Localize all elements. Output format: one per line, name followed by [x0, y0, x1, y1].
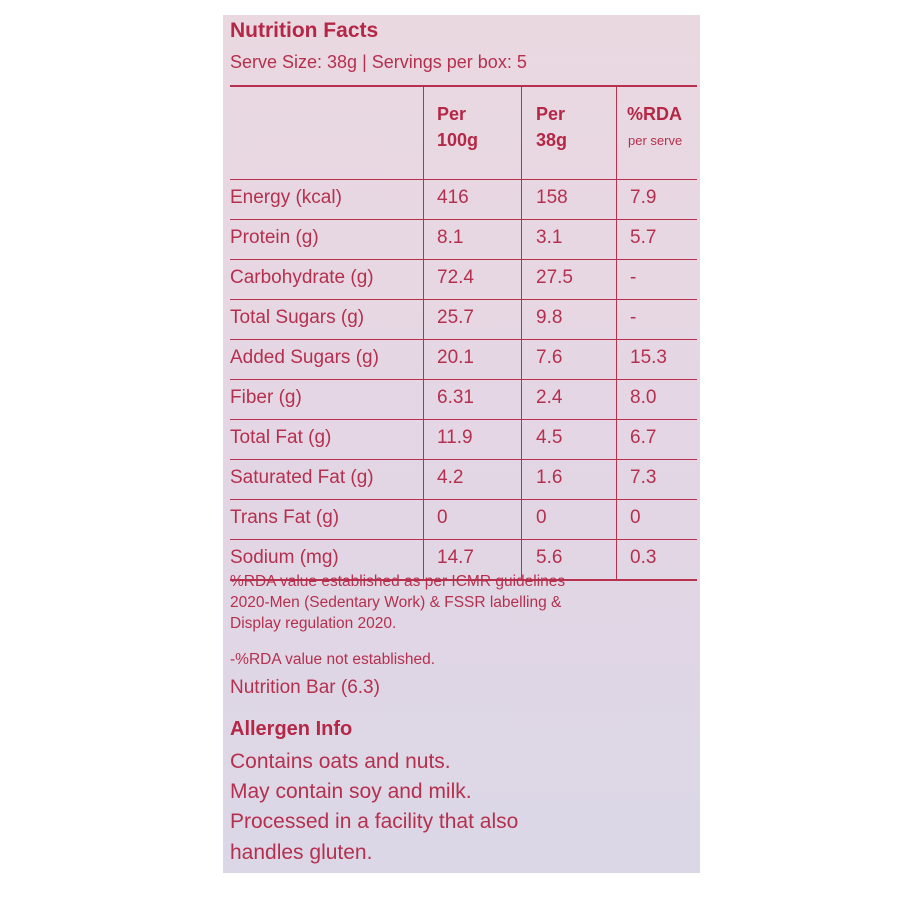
header-per-100g-line1: Per [437, 104, 467, 124]
per-100g-value: 0 [437, 507, 448, 528]
nutrition-facts-title: Nutrition Facts [230, 19, 379, 42]
nutrient-name: Carbohydrate (g) [230, 267, 374, 288]
per-100g-value: 25.7 [437, 307, 474, 328]
rda-value: - [630, 307, 637, 328]
nutrient-name: Protein (g) [230, 227, 319, 248]
row-rule [230, 419, 697, 420]
allergen-line: Processed in a facility that also [230, 810, 519, 833]
per-38g-value: 158 [536, 187, 568, 208]
row-rule [230, 259, 697, 260]
per-38g-value: 3.1 [536, 227, 563, 248]
per-38g-value: 5.6 [536, 547, 563, 568]
allergen-line: May contain soy and milk. [230, 780, 472, 803]
rda-value: 0 [630, 507, 641, 528]
row-rule [230, 379, 697, 380]
header-per-100g [437, 101, 478, 153]
per-100g-value: 72.4 [437, 267, 474, 288]
header-per-38g-line1: Per [536, 104, 566, 124]
row-rule [230, 499, 697, 500]
header-per-38g [536, 101, 567, 153]
header-rda-per-serve: per serve [628, 133, 683, 148]
rda-value: 15.3 [630, 347, 667, 368]
header-per-38g-line2: 38g [536, 130, 568, 150]
nutrient-name: Saturated Fat (g) [230, 467, 374, 488]
allergen-line: handles gluten. [230, 841, 373, 864]
column-divider [521, 85, 522, 580]
table-top-rule [230, 85, 697, 87]
per-38g-value: 0 [536, 507, 547, 528]
nutrition-bar-label: Nutrition Bar (6.3) [230, 677, 380, 698]
per-38g-value: 7.6 [536, 347, 563, 368]
per-100g-value: 4.2 [437, 467, 464, 488]
rda-value: 7.9 [630, 187, 657, 208]
allergen-info-title: Allergen Info [230, 718, 353, 740]
rda-note-line: 2020-Men (Sedentary Work) & FSSR labelling & [230, 594, 562, 611]
rda-value: - [630, 267, 637, 288]
rda-value: 5.7 [630, 227, 657, 248]
per-100g-value: 14.7 [437, 547, 474, 568]
rda-value: 6.7 [630, 427, 657, 448]
per-100g-value: 416 [437, 187, 469, 208]
allergen-line: Contains oats and nuts. [230, 750, 451, 773]
rda-note [230, 571, 565, 634]
header-per-100g-line2: 100g [437, 130, 479, 150]
per-100g-value: 11.9 [437, 427, 473, 448]
per-100g-value: 20.1 [437, 347, 474, 368]
nutrition-label-panel [223, 15, 700, 873]
per-38g-value: 1.6 [536, 467, 563, 488]
row-rule [230, 219, 697, 220]
column-divider [423, 85, 424, 580]
row-rule [230, 339, 697, 340]
rda-note-line: %RDA value established as per ICMR guidelines [230, 573, 566, 590]
nutrient-name: Trans Fat (g) [230, 507, 340, 528]
per-38g-value: 2.4 [536, 387, 563, 408]
rda-value: 0.3 [630, 547, 657, 568]
nutrient-name: Fiber (g) [230, 387, 302, 408]
column-divider [616, 85, 617, 580]
per-38g-value: 27.5 [536, 267, 573, 288]
per-38g-value: 9.8 [536, 307, 563, 328]
nutrient-name: Energy (kcal) [230, 187, 342, 208]
rda-note-line: Display regulation 2020. [230, 615, 397, 632]
table-header-rule [230, 179, 697, 180]
nutrient-name: Total Sugars (g) [230, 307, 365, 328]
rda-value: 7.3 [630, 467, 657, 488]
serve-size-line: Serve Size: 38g | Servings per box: 5 [230, 52, 527, 72]
row-rule [230, 539, 697, 540]
nutrient-name: Sodium (mg) [230, 547, 339, 568]
per-100g-value: 6.31 [437, 387, 474, 408]
per-100g-value: 8.1 [437, 227, 464, 248]
rda-not-established-note: -%RDA value not established. [230, 651, 436, 668]
row-rule [230, 459, 697, 460]
per-38g-value: 4.5 [536, 427, 563, 448]
header-rda: %RDA [627, 104, 683, 124]
nutrient-name: Total Fat (g) [230, 427, 332, 448]
rda-value: 8.0 [630, 387, 657, 408]
row-rule [230, 299, 697, 300]
nutrient-name: Added Sugars (g) [230, 347, 379, 368]
